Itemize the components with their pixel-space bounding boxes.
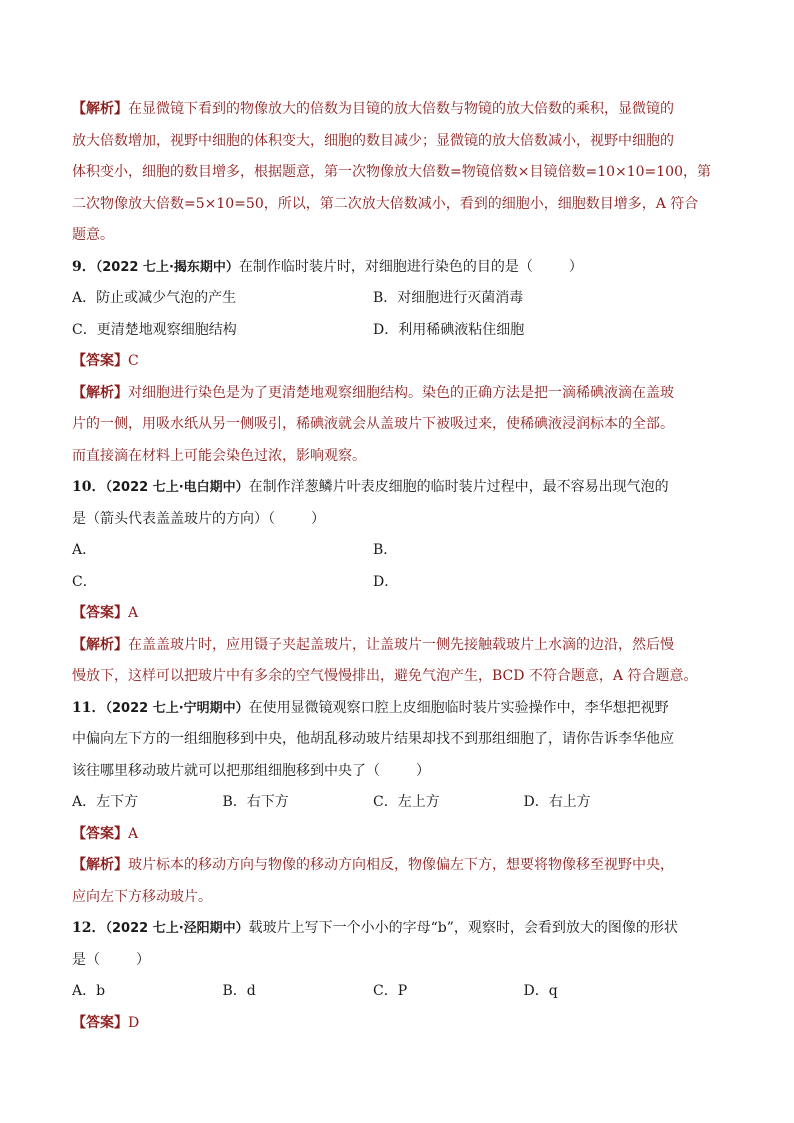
option-a[interactable]: A．: [72, 542, 97, 558]
question-source: （2022 七上·泾阳期中）: [105, 921, 249, 936]
option-a[interactable]: A．防止或减少气泡的产生: [72, 290, 237, 306]
question-9-options: [72, 287, 674, 309]
analysis-line: 片的一侧，用吸水纸从另一侧吸引，稀碘液就会从盖玻片下被吸过来，使稀碘液浸润标本的全部。: [72, 416, 674, 432]
question-number: 10．: [72, 479, 106, 495]
analysis-line: 慢放下，这样可以把玻片中有多余的空气慢慢排出，避免气泡产生，BCD 不符合题意，A 符合题意。: [72, 668, 698, 684]
analysis-line: 【解析】在显微镜下看到的物像放大的倍数为目镜的放大倍数与物镜的放大倍数的乘积，显微镜的: [72, 101, 674, 117]
option-a[interactable]: A．b: [72, 983, 106, 999]
analysis-line: 【解析】在盖盖玻片时，应用镊子夹起盖玻片，让盖玻片一侧先接触载玻片上水滴的边沿，然后慢: [72, 636, 674, 653]
question-10-options: [72, 539, 674, 561]
option-d[interactable]: D．利用稀碘液粘住细胞: [373, 321, 525, 338]
analysis-line: 二次物像放大倍数=5×10=50，所以，第二次放大倍数减小，看到的细胞小，细胞数目增多，A 符合: [72, 195, 699, 212]
worksheet-page: [72, 98, 712, 1043]
analysis-line: 题意。: [72, 227, 114, 243]
question-12-options: [72, 980, 674, 1002]
option-c[interactable]: C．左上方: [373, 794, 440, 810]
option-c[interactable]: C．更清楚地观察细胞结构: [72, 321, 237, 338]
question-12-stem: 12．（2022 七上·泾阳期中）载玻片上写下一个小小的字母“b”，观察时，会看到放大的图像的形状: [72, 920, 678, 936]
question-12-stem: 是（ ）: [72, 951, 150, 968]
question-source: （2022 七上·电白期中）: [105, 480, 249, 495]
answer-label: 【答案】: [72, 605, 128, 621]
question-11-stem: 11．（2022 七上·宁明期中）在使用显微镜观察口腔上皮细胞临时装片实验操作中，李华想把视野: [72, 699, 669, 716]
analysis-label: 【解析】: [72, 857, 128, 873]
answer-line: [72, 1012, 674, 1034]
option-b[interactable]: B．: [373, 542, 398, 558]
answer-value: A: [128, 825, 139, 842]
option-d[interactable]: D．: [373, 573, 399, 590]
analysis-line: 而直接滴在材料上可能会染色过浓，影响观察。: [72, 447, 366, 464]
question-11-options: [72, 791, 674, 813]
analysis-label: 【解析】: [72, 101, 128, 117]
option-b[interactable]: B．对细胞进行灭菌消毒: [373, 290, 524, 306]
question-10-options: [72, 571, 674, 593]
question-11-stem: 该往哪里移动玻片就可以把那组细胞移到中央了（ ）: [72, 762, 430, 779]
option-a[interactable]: A．左下方: [72, 794, 139, 810]
answer-value: A: [128, 605, 139, 621]
analysis-line: 应向左下方移动玻片。: [72, 888, 212, 905]
option-b[interactable]: B．d: [222, 983, 256, 999]
analysis-line: 【解析】玻片标本的移动方向与物像的移动方向相反，物像偏左下方，想要将物像移至视野中央，: [72, 857, 674, 873]
answer-value: D: [128, 1014, 140, 1031]
answer-line: [72, 350, 674, 372]
question-source: （2022 七上·宁明期中）: [105, 700, 249, 716]
analysis-line: 体积变小，细胞的数目增多，根据题意，第一次物像放大倍数=物镜倍数×目镜倍数=10×10=100，第: [72, 164, 712, 180]
option-b[interactable]: B．右下方: [222, 794, 289, 810]
analysis-line: 【解析】对细胞进行染色是为了更清楚地观察细胞结构。染色的正确方法是把一滴稀碘液滴在盖玻: [72, 384, 674, 401]
question-11-stem: 中偏向左下方的一组细胞移到中央，他胡乱移动玻片结果却找不到那组细胞了，请你告诉李华他应: [72, 731, 674, 747]
question-number: 12．: [72, 920, 106, 936]
answer-value: C: [128, 353, 139, 369]
option-d[interactable]: D．右上方: [523, 794, 591, 810]
question-number: 11．: [72, 699, 106, 716]
answer-line: [72, 602, 674, 624]
question-9-options: [72, 319, 674, 341]
answer-line: [72, 823, 674, 845]
question-source: （2022 七上·揭东期中）: [95, 259, 239, 275]
question-10-stem: 10．（2022 七上·电白期中）在制作洋葱鳞片叶表皮细胞的临时装片过程中，最不容易出现气泡的: [72, 479, 669, 495]
answer-label: 【答案】: [72, 825, 128, 842]
option-c[interactable]: C．: [72, 573, 97, 590]
question-10-stem: 是（箭头代表盖盖玻片的方向）（ ）: [72, 510, 325, 527]
question-9-stem: 9．（2022 七上·揭东期中）在制作临时装片时，对细胞进行染色的目的是（ ）: [72, 258, 583, 275]
option-c[interactable]: C．P: [373, 983, 408, 999]
analysis-label: 【解析】: [72, 636, 128, 653]
option-d[interactable]: D．q: [523, 983, 558, 999]
answer-label: 【答案】: [72, 353, 128, 369]
analysis-label: 【解析】: [72, 384, 128, 401]
question-number: 9．: [72, 258, 96, 275]
analysis-line: 放大倍数增加，视野中细胞的体积变大，细胞的数目减少；显微镜的放大倍数减小，视野中细胞的: [72, 132, 674, 149]
answer-label: 【答案】: [72, 1014, 128, 1031]
